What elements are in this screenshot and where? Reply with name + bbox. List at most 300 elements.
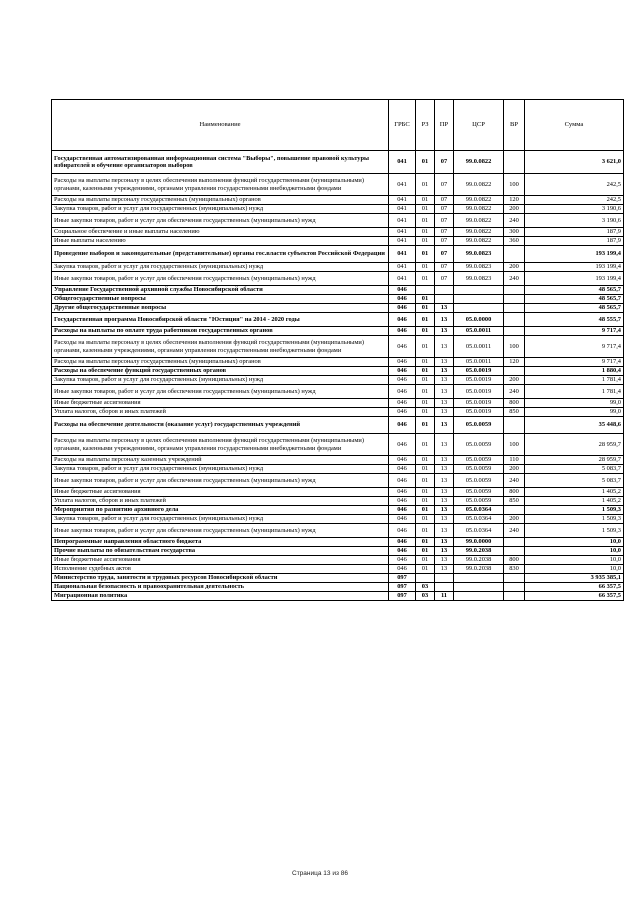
cell-sum: 10,0: [525, 547, 624, 556]
cell-rz: 01: [416, 465, 435, 474]
cell-pr: 07: [435, 151, 454, 174]
cell-vr: 100: [504, 174, 525, 196]
cell-name: Исполнение судебных актов: [52, 565, 389, 574]
cell-vr: [504, 304, 525, 313]
table-row: [52, 465, 624, 474]
cell-rz: 01: [416, 336, 435, 358]
cell-csr: [454, 592, 504, 601]
cell-grbs: 046: [389, 417, 416, 434]
cell-name: Расходы на обеспечение функций государственных органов: [52, 367, 389, 376]
cell-grbs: 046: [389, 488, 416, 497]
table-row: [52, 313, 624, 327]
cell-grbs: 041: [389, 205, 416, 214]
cell-vr: [504, 151, 525, 174]
cell-pr: 13: [435, 538, 454, 547]
cell-grbs: 041: [389, 246, 416, 263]
cell-vr: 240: [504, 214, 525, 228]
budget-table: [51, 99, 624, 601]
cell-name: Расходы на выплаты по оплате труда работников государственных органов: [52, 327, 389, 336]
table-row: [52, 246, 624, 263]
cell-grbs: 041: [389, 237, 416, 246]
cell-rz: 01: [416, 408, 435, 417]
cell-name: Закупка товаров, работ и услуг для государственных (муниципальных) нужд: [52, 263, 389, 272]
cell-pr: 13: [435, 336, 454, 358]
cell-sum: 1 509,3: [525, 515, 624, 524]
cell-pr: 13: [435, 417, 454, 434]
cell-csr: [454, 286, 504, 295]
cell-csr: [454, 583, 504, 592]
cell-pr: 13: [435, 358, 454, 367]
cell-pr: 07: [435, 246, 454, 263]
table-row: [52, 263, 624, 272]
cell-rz: 01: [416, 385, 435, 399]
cell-pr: 13: [435, 497, 454, 506]
cell-csr: 99.0.0822: [454, 151, 504, 174]
cell-name: Другие общегосударственные вопросы: [52, 304, 389, 313]
cell-csr: 99.0.2038: [454, 556, 504, 565]
cell-csr: 05.0.0059: [454, 465, 504, 474]
cell-name: Расходы на выплаты персоналу в целях обеспечения выполнения функций государственными (муниципальными) органами, казенными учреждениями, органами управления государственными внебюджетными фондами: [52, 434, 389, 456]
table-row: [52, 408, 624, 417]
cell-csr: 05.0.0019: [454, 376, 504, 385]
cell-vr: [504, 246, 525, 263]
cell-vr: [504, 547, 525, 556]
cell-name: Уплата налогов, сборов и иных платежей: [52, 408, 389, 417]
cell-vr: 200: [504, 376, 525, 385]
cell-grbs: 046: [389, 304, 416, 313]
cell-vr: [504, 367, 525, 376]
cell-sum: 193 199,4: [525, 246, 624, 263]
cell-vr: 200: [504, 515, 525, 524]
cell-csr: 05.0.0059: [454, 474, 504, 488]
cell-sum: 10,0: [525, 565, 624, 574]
cell-grbs: 046: [389, 367, 416, 376]
cell-csr: 99.0.0822: [454, 237, 504, 246]
cell-csr: 05.0.0059: [454, 434, 504, 456]
cell-sum: 1 781,4: [525, 376, 624, 385]
table-row: [52, 385, 624, 399]
cell-name: Общегосударственные вопросы: [52, 295, 389, 304]
cell-grbs: 041: [389, 272, 416, 286]
table-row: [52, 205, 624, 214]
cell-name: Непрограммные направления областного бюджета: [52, 538, 389, 547]
cell-csr: [454, 574, 504, 583]
cell-pr: 13: [435, 556, 454, 565]
cell-rz: 01: [416, 237, 435, 246]
cell-rz: 01: [416, 367, 435, 376]
cell-rz: 01: [416, 399, 435, 408]
cell-csr: 05.0.0059: [454, 497, 504, 506]
cell-grbs: 046: [389, 538, 416, 547]
cell-grbs: 097: [389, 592, 416, 601]
cell-name: Иные бюджетные ассигнования: [52, 399, 389, 408]
cell-sum: 3 935 385,1: [525, 574, 624, 583]
table-row: [52, 286, 624, 295]
cell-grbs: 046: [389, 524, 416, 538]
cell-pr: 11: [435, 592, 454, 601]
cell-vr: 850: [504, 497, 525, 506]
cell-csr: 05.0.0019: [454, 408, 504, 417]
cell-name: Иные бюджетные ассигнования: [52, 556, 389, 565]
cell-name: Иные бюджетные ассигнования: [52, 488, 389, 497]
table-row: [52, 417, 624, 434]
cell-rz: 01: [416, 456, 435, 465]
table-row: [52, 399, 624, 408]
cell-pr: 13: [435, 565, 454, 574]
cell-csr: 99.0.0822: [454, 228, 504, 237]
cell-name: Закупка товаров, работ и услуг для государственных (муниципальных) нужд: [52, 376, 389, 385]
cell-vr: 240: [504, 385, 525, 399]
table-row: [52, 506, 624, 515]
cell-name: Национальная безопасность и правоохранительная деятельность: [52, 583, 389, 592]
cell-sum: 3 190,6: [525, 214, 624, 228]
cell-sum: 1 509,3: [525, 506, 624, 515]
table-row: [52, 228, 624, 237]
cell-sum: 5 083,7: [525, 474, 624, 488]
cell-name: Расходы на обеспечение деятельности (оказание услуг) государственных учреждений: [52, 417, 389, 434]
cell-vr: [504, 327, 525, 336]
cell-name: Государственная автоматизированная информационная система "Выборы", повышение правовой культуры избирателей и обучение организаторов выборов: [52, 151, 389, 174]
table-row: [52, 515, 624, 524]
cell-pr: 13: [435, 547, 454, 556]
cell-sum: 9 717,4: [525, 327, 624, 336]
cell-name: Иные закупки товаров, работ и услуг для обеспечения государственных (муниципальных) нужд: [52, 214, 389, 228]
table-row: [52, 592, 624, 601]
cell-rz: 01: [416, 205, 435, 214]
table-row: [52, 547, 624, 556]
cell-pr: 07: [435, 196, 454, 205]
table-row: [52, 272, 624, 286]
cell-vr: [504, 286, 525, 295]
cell-pr: 13: [435, 474, 454, 488]
cell-csr: 05.0.0019: [454, 399, 504, 408]
cell-sum: 9 717,4: [525, 336, 624, 358]
cell-name: Расходы на выплаты персоналу в целях обеспечения выполнения функций государственными (муниципальными) органами, казенными учреждениями, органами управления государственными внебюджетными фондами: [52, 336, 389, 358]
cell-name: Миграционная политика: [52, 592, 389, 601]
cell-csr: 05.0.0364: [454, 524, 504, 538]
cell-sum: 242,5: [525, 196, 624, 205]
cell-grbs: 046: [389, 336, 416, 358]
cell-pr: 13: [435, 488, 454, 497]
cell-pr: 13: [435, 313, 454, 327]
cell-pr: 13: [435, 304, 454, 313]
cell-grbs: 046: [389, 565, 416, 574]
cell-rz: 01: [416, 376, 435, 385]
cell-name: Закупка товаров, работ и услуг для государственных (муниципальных) нужд: [52, 515, 389, 524]
cell-rz: 01: [416, 151, 435, 174]
cell-name: Управление Государственной архивной службы Новосибирской области: [52, 286, 389, 295]
header-sum: Сумма: [525, 100, 624, 151]
header-vr: ВР: [504, 100, 525, 151]
table-row: [52, 304, 624, 313]
cell-rz: 01: [416, 313, 435, 327]
cell-csr: [454, 304, 504, 313]
cell-csr: 05.0.0019: [454, 385, 504, 399]
cell-name: Расходы на выплаты персоналу государственных (муниципальных) органов: [52, 196, 389, 205]
cell-rz: 01: [416, 515, 435, 524]
cell-csr: 99.0.2038: [454, 547, 504, 556]
cell-pr: 13: [435, 367, 454, 376]
cell-csr: 99.0.0822: [454, 214, 504, 228]
header-pr: ПР: [435, 100, 454, 151]
table-row: [52, 336, 624, 358]
cell-sum: 48 565,7: [525, 286, 624, 295]
cell-rz: 01: [416, 246, 435, 263]
cell-sum: 242,5: [525, 174, 624, 196]
cell-pr: [435, 286, 454, 295]
cell-csr: 99.0.0822: [454, 196, 504, 205]
cell-vr: [504, 506, 525, 515]
cell-csr: 05.0.0011: [454, 327, 504, 336]
cell-csr: 99.0.0000: [454, 538, 504, 547]
cell-rz: 01: [416, 506, 435, 515]
cell-vr: 120: [504, 358, 525, 367]
table-row: [52, 376, 624, 385]
cell-grbs: 041: [389, 214, 416, 228]
cell-vr: 360: [504, 237, 525, 246]
cell-rz: 01: [416, 488, 435, 497]
cell-name: Мероприятия по развитию архивного дела: [52, 506, 389, 515]
cell-grbs: 041: [389, 196, 416, 205]
cell-name: Проведение выборов и законодательные (представительные) органы гос.власти субъектов Российской Федерации: [52, 246, 389, 263]
table-row: [52, 214, 624, 228]
cell-sum: 66 357,5: [525, 592, 624, 601]
cell-pr: 13: [435, 408, 454, 417]
cell-vr: 200: [504, 465, 525, 474]
cell-rz: [416, 286, 435, 295]
cell-csr: 05.0.0364: [454, 515, 504, 524]
cell-grbs: 041: [389, 151, 416, 174]
cell-rz: 01: [416, 214, 435, 228]
cell-vr: 120: [504, 196, 525, 205]
cell-rz: 01: [416, 497, 435, 506]
cell-vr: 800: [504, 488, 525, 497]
cell-sum: 187,9: [525, 237, 624, 246]
table-row: [52, 565, 624, 574]
table-row: [52, 488, 624, 497]
cell-sum: 48 565,7: [525, 295, 624, 304]
table-row: [52, 151, 624, 174]
cell-pr: 13: [435, 465, 454, 474]
cell-name: Закупка товаров, работ и услуг для государственных (муниципальных) нужд: [52, 205, 389, 214]
cell-rz: 01: [416, 263, 435, 272]
cell-name: Иные закупки товаров, работ и услуг для обеспечения государственных (муниципальных) нужд: [52, 272, 389, 286]
cell-sum: 1 405,2: [525, 497, 624, 506]
cell-pr: 07: [435, 205, 454, 214]
cell-pr: [435, 583, 454, 592]
cell-vr: 200: [504, 205, 525, 214]
cell-rz: 01: [416, 556, 435, 565]
cell-csr: 99.0.0823: [454, 246, 504, 263]
cell-name: Расходы на выплаты персоналу в целях обеспечения выполнения функций государственными (муниципальными) органами, казенными учреждениями, органами управления государственными внебюджетными фондами: [52, 174, 389, 196]
cell-sum: 3 190,6: [525, 205, 624, 214]
cell-csr: 05.0.0019: [454, 367, 504, 376]
cell-grbs: 046: [389, 506, 416, 515]
cell-sum: 10,0: [525, 556, 624, 565]
cell-name: Закупка товаров, работ и услуг для государственных (муниципальных) нужд: [52, 465, 389, 474]
cell-pr: 07: [435, 228, 454, 237]
cell-csr: 05.0.0000: [454, 313, 504, 327]
cell-rz: 01: [416, 295, 435, 304]
cell-vr: 800: [504, 556, 525, 565]
table-row: [52, 295, 624, 304]
cell-sum: 66 357,5: [525, 583, 624, 592]
cell-pr: 07: [435, 272, 454, 286]
table-body: [52, 151, 624, 601]
table-row: [52, 497, 624, 506]
cell-vr: 240: [504, 524, 525, 538]
cell-csr: 05.0.0011: [454, 358, 504, 367]
table-header: [52, 100, 624, 151]
table-row: [52, 556, 624, 565]
cell-rz: 01: [416, 174, 435, 196]
cell-grbs: 046: [389, 385, 416, 399]
cell-vr: 300: [504, 228, 525, 237]
cell-sum: 48 565,7: [525, 304, 624, 313]
table-row: [52, 574, 624, 583]
table-row: [52, 474, 624, 488]
cell-rz: 01: [416, 196, 435, 205]
cell-name: Расходы на выплаты персоналу государственных (муниципальных) органов: [52, 358, 389, 367]
cell-rz: 01: [416, 565, 435, 574]
cell-csr: 99.0.0823: [454, 272, 504, 286]
cell-grbs: 046: [389, 327, 416, 336]
cell-grbs: 046: [389, 295, 416, 304]
cell-grbs: 046: [389, 465, 416, 474]
cell-pr: 13: [435, 506, 454, 515]
page-number: Страница 13 из 86: [292, 870, 348, 877]
cell-grbs: 046: [389, 399, 416, 408]
cell-pr: 13: [435, 385, 454, 399]
table-row: [52, 434, 624, 456]
cell-vr: 850: [504, 408, 525, 417]
header-row: [52, 100, 624, 151]
table-row: [52, 174, 624, 196]
cell-csr: 05.0.0011: [454, 336, 504, 358]
cell-grbs: 046: [389, 474, 416, 488]
cell-grbs: 046: [389, 515, 416, 524]
cell-grbs: 046: [389, 376, 416, 385]
cell-name: Иные закупки товаров, работ и услуг для обеспечения государственных (муниципальных) нужд: [52, 385, 389, 399]
cell-rz: 01: [416, 417, 435, 434]
cell-rz: 01: [416, 538, 435, 547]
cell-grbs: 041: [389, 263, 416, 272]
cell-pr: 13: [435, 327, 454, 336]
cell-sum: 99,0: [525, 408, 624, 417]
cell-vr: [504, 574, 525, 583]
cell-grbs: 046: [389, 408, 416, 417]
cell-sum: 9 717,4: [525, 358, 624, 367]
cell-name: Государственная программа Новосибирской области "Юстиция" на 2014 - 2020 годы: [52, 313, 389, 327]
cell-vr: [504, 583, 525, 592]
cell-sum: 28 959,7: [525, 434, 624, 456]
header-csr: ЦСР: [454, 100, 504, 151]
cell-grbs: 046: [389, 497, 416, 506]
cell-rz: 01: [416, 304, 435, 313]
cell-sum: 28 959,7: [525, 456, 624, 465]
header-grbs: ГРБС: [389, 100, 416, 151]
cell-rz: 01: [416, 358, 435, 367]
cell-name: Социальное обеспечение и иные выплаты населению: [52, 228, 389, 237]
cell-rz: 01: [416, 524, 435, 538]
cell-sum: 1 509,3: [525, 524, 624, 538]
cell-name: Иные закупки товаров, работ и услуг для обеспечения государственных (муниципальных) нужд: [52, 524, 389, 538]
cell-vr: 830: [504, 565, 525, 574]
cell-rz: 01: [416, 474, 435, 488]
cell-pr: 13: [435, 434, 454, 456]
cell-csr: 99.0.0823: [454, 263, 504, 272]
cell-rz: 01: [416, 228, 435, 237]
table-row: [52, 358, 624, 367]
cell-grbs: 097: [389, 583, 416, 592]
cell-sum: 35 448,6: [525, 417, 624, 434]
cell-grbs: 046: [389, 547, 416, 556]
cell-grbs: 046: [389, 434, 416, 456]
header-name: Наименование: [52, 100, 389, 151]
cell-rz: 01: [416, 272, 435, 286]
cell-sum: 187,9: [525, 228, 624, 237]
cell-name: Министерство труда, занятости и трудовых ресурсов Новосибирской области: [52, 574, 389, 583]
cell-csr: 05.0.0059: [454, 417, 504, 434]
cell-vr: [504, 295, 525, 304]
cell-sum: 1 781,4: [525, 385, 624, 399]
cell-vr: 110: [504, 456, 525, 465]
cell-sum: 1 880,4: [525, 367, 624, 376]
cell-rz: 03: [416, 592, 435, 601]
cell-grbs: 046: [389, 286, 416, 295]
cell-name: Иные выплаты населению: [52, 237, 389, 246]
cell-sum: 193 199,4: [525, 263, 624, 272]
cell-grbs: 097: [389, 574, 416, 583]
cell-vr: 200: [504, 263, 525, 272]
cell-pr: [435, 295, 454, 304]
cell-grbs: 046: [389, 456, 416, 465]
cell-sum: 193 199,4: [525, 272, 624, 286]
cell-grbs: 041: [389, 228, 416, 237]
cell-csr: 05.0.0059: [454, 456, 504, 465]
cell-pr: 07: [435, 174, 454, 196]
cell-csr: 05.0.0364: [454, 506, 504, 515]
cell-vr: [504, 592, 525, 601]
cell-pr: 13: [435, 399, 454, 408]
cell-csr: 99.0.2038: [454, 565, 504, 574]
cell-grbs: 041: [389, 174, 416, 196]
table-row: [52, 237, 624, 246]
cell-rz: 01: [416, 327, 435, 336]
cell-rz: 01: [416, 547, 435, 556]
cell-sum: 99,0: [525, 399, 624, 408]
table-row: [52, 367, 624, 376]
cell-sum: 48 555,7: [525, 313, 624, 327]
cell-name: Уплата налогов, сборов и иных платежей: [52, 497, 389, 506]
cell-vr: 240: [504, 272, 525, 286]
cell-grbs: 046: [389, 313, 416, 327]
cell-sum: 3 621,0: [525, 151, 624, 174]
cell-name: Расходы на выплаты персоналу казенных учреждений: [52, 456, 389, 465]
cell-pr: 13: [435, 524, 454, 538]
cell-vr: 100: [504, 336, 525, 358]
table-row: [52, 327, 624, 336]
table-row: [52, 583, 624, 592]
cell-rz: 03: [416, 583, 435, 592]
cell-grbs: 046: [389, 358, 416, 367]
cell-vr: 240: [504, 474, 525, 488]
cell-pr: 07: [435, 237, 454, 246]
cell-csr: 99.0.0822: [454, 205, 504, 214]
table-row: [52, 538, 624, 547]
cell-pr: 07: [435, 214, 454, 228]
table-row: [52, 196, 624, 205]
